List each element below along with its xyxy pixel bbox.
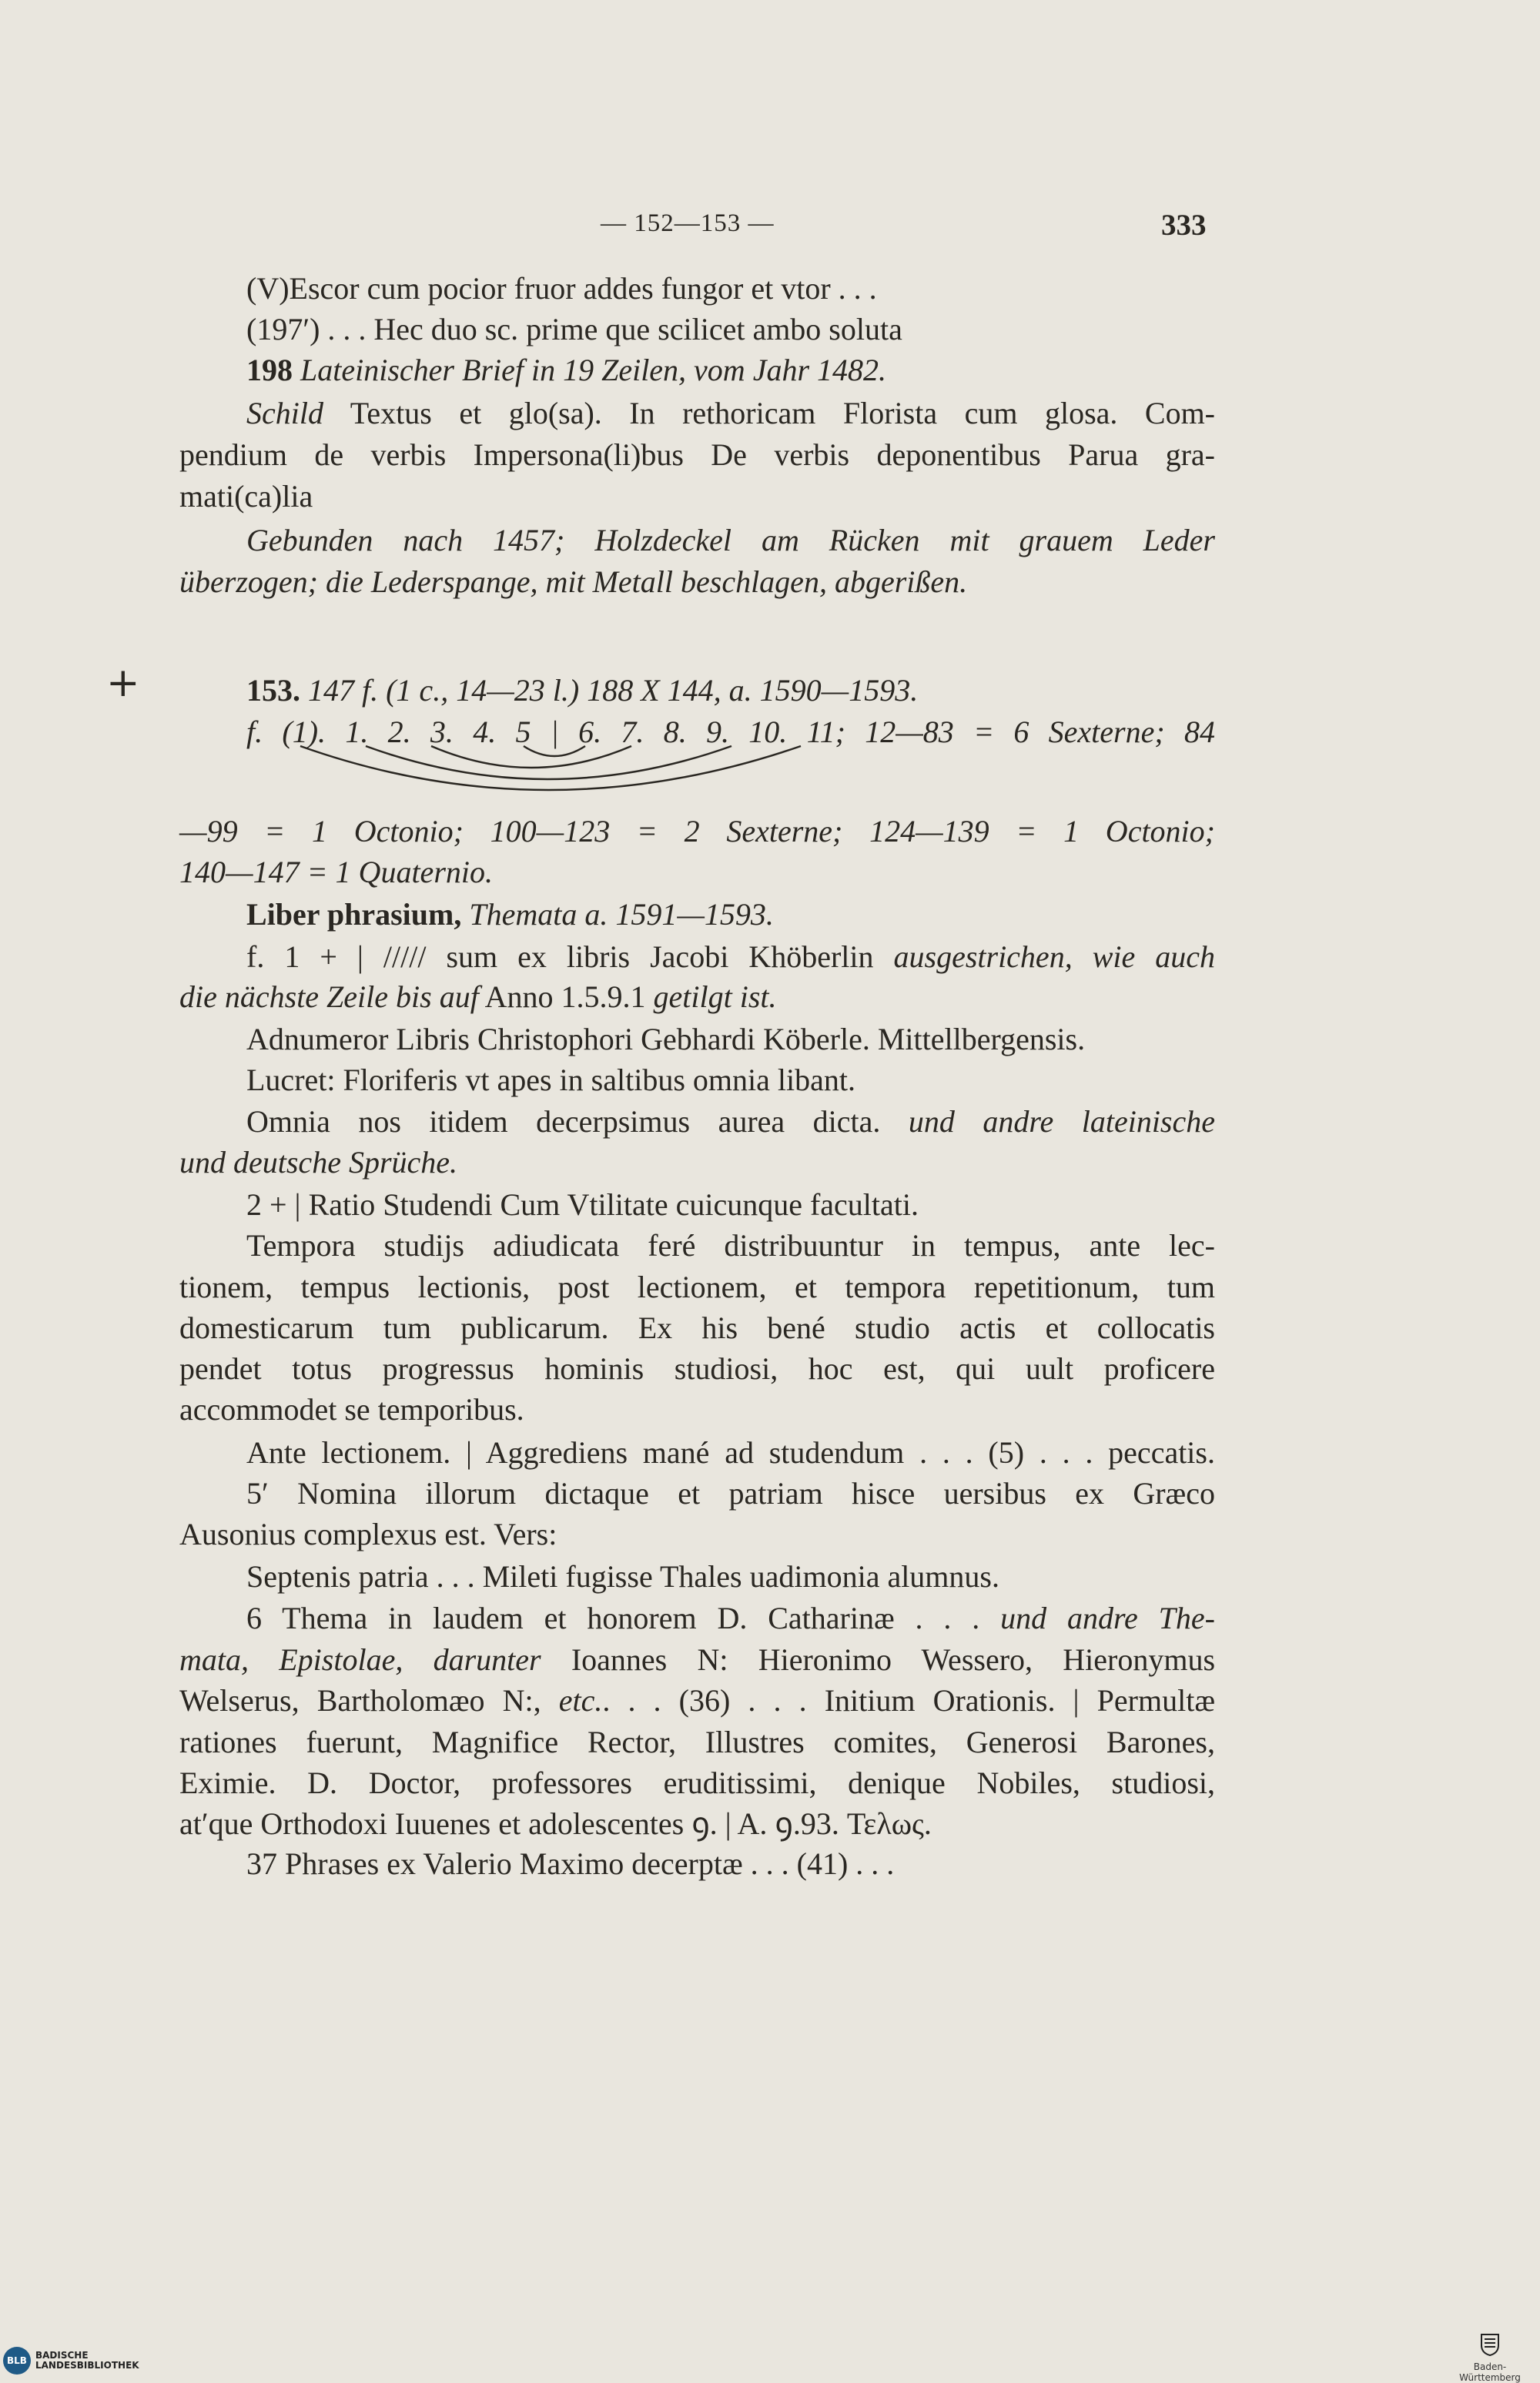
text-span: 6 Thema in laudem et honorem D. Catharinæ . . . (246, 1601, 980, 1635)
text-line: (V)Escor cum pocior fruor addes fungor et vtor . . . (246, 271, 877, 306)
text-span: Anno 1.5.9.1 (484, 979, 646, 1014)
text-line: Septenis patria . . . Mileti fugisse Thales uadimonia alumnus. (246, 1559, 999, 1594)
arc-middle (366, 746, 732, 779)
text-line: at′que Orthodoxi Iuuenes et adolescentes ꝯ. | A. ꝯ.93. Τελως. (179, 1806, 932, 1841)
collation-line: 140—147 = 1 Quaternio. (179, 855, 493, 889)
text-line (179, 1682, 1215, 1720)
text-span: Ioannes N: Hieronimo Wessero, Hieronymus (571, 1642, 1216, 1677)
italic-text: die nächste Zeile bis auf (179, 979, 479, 1014)
state-label: Baden-Württemberg (1459, 2361, 1521, 2383)
arc-innermost (524, 746, 585, 756)
library-name-line: LANDESBIBLIOTHEK (35, 2360, 139, 2371)
text-line: überzogen; die Lederspange, mit Metall beschlagen, abgerißen. (179, 564, 968, 599)
text-line (179, 978, 1215, 1016)
library-name-line: BADISCHE (35, 2350, 89, 2361)
bold-title: Liber phrasium, (246, 897, 462, 932)
italic-text: etc. (558, 1683, 603, 1718)
italic-text: Lateinischer Brief in 19 Zeilen, vom Jahr 1482. (300, 353, 887, 387)
text-line (246, 1103, 1215, 1141)
margin-plus-mark: + (106, 660, 140, 706)
text-line: Ausonius complexus est. Vers: (179, 1517, 557, 1551)
text-span: Welserus, Bartholomæo N:, (179, 1683, 541, 1718)
state-brand (1445, 2333, 1535, 2383)
blb-logo-icon: BLB (3, 2347, 31, 2375)
text-line (246, 394, 1215, 433)
text-line: Eximie. D. Doctor, professores eruditissimi, denique Nobiles, studiosi, (179, 1765, 1215, 1800)
text-line: accommodet se temporibus. (179, 1392, 524, 1427)
text-line: mati(ca)lia (179, 479, 313, 514)
coat-of-arms-icon (1480, 2333, 1500, 2356)
text-span: . . . (36) . . . Initium Orationis. | Permultæ (602, 1683, 1215, 1718)
text-line: Ante lectionem. | Aggrediens mané ad studendum . . . (5) . . . peccatis. (246, 1435, 1215, 1470)
entry-heading-153 (246, 671, 1215, 710)
text-line: (197′) . . . Hec duo sc. prime que scilicet ambo soluta (246, 312, 902, 346)
text-line: und deutsche Sprüche. (179, 1145, 458, 1180)
text-line: Adnumeror Libris Christophori Gebhardi Köberle. Mittellbergensis. (246, 1022, 1086, 1056)
text-line: 2 + | Ratio Studendi Cum Vtilitate cuicunque facultati. (246, 1187, 919, 1222)
quire-arcs-diagram (293, 735, 816, 812)
collation-line: f. (1). 1. 2. 3. 4. 5 | 6. 7. 8. 9. 10. 11; 12—83 = 6 Sexterne; 84 (246, 715, 1215, 749)
text-line (246, 351, 1215, 390)
text-line: 5′ Nomina illorum dictaque et patriam hisce uersibus ex Græco (246, 1476, 1215, 1511)
running-header: — 152—153 — (601, 209, 775, 237)
italic-text: Schild (246, 396, 323, 430)
entry-number: 153. (246, 673, 300, 708)
arc-inner (431, 746, 631, 768)
text-line: tionem, tempus lectionis, post lectionem, et tempora repetitionum, tum (179, 1270, 1215, 1304)
italic-text: ausgestrichen, wie auch (893, 939, 1215, 974)
italic-text: und andre The- (1000, 1601, 1216, 1635)
text-line: pendium de verbis Impersona(li)bus De verbis deponentibus Parua gra- (179, 437, 1215, 472)
text-line (179, 1641, 1215, 1679)
text-line: Gebunden nach 1457; Holzdeckel am Rücken mit grauem Leder (246, 523, 1215, 557)
text-line (246, 1599, 1215, 1638)
text-line: Lucret: Floriferis vt apes in saltibus omnia libant. (246, 1063, 855, 1097)
library-name (35, 2351, 139, 2371)
title-line (246, 895, 1215, 934)
text-line: 37 Phrases ex Valerio Maximo decerptæ . . . (41) . . . (246, 1846, 895, 1881)
collation-line: —99 = 1 Octonio; 100—123 = 2 Sexterne; 124—139 = 1 Octonio; (179, 814, 1215, 848)
text-line: rationes fuerunt, Magnifice Rector, Illustres comites, Generosi Barones, (179, 1725, 1215, 1759)
italic-text: mata, Epistolae, darunter (179, 1642, 541, 1677)
collation-text: 147 f. (1 c., 14—23 l.) 188 X 144, a. 1590—1593. (308, 673, 919, 708)
library-brand (3, 2347, 139, 2375)
entry-number: 198 (246, 353, 293, 387)
text-span: f. 1 + | ///// sum ex libris Jacobi Khöberlin (246, 939, 874, 974)
arc-outer (300, 746, 801, 790)
text-span: Textus et glo(sa). In rethoricam Florista cum glosa. Com- (350, 396, 1215, 430)
text-line: Tempora studijs adiudicata feré distribuuntur in tempus, ante lec- (246, 1228, 1215, 1263)
text-line: pendet totus progressus hominis studiosi, hoc est, qui uult proficere (179, 1351, 1215, 1386)
italic-text: und andre lateinische (908, 1104, 1215, 1139)
italic-text: getilgt ist. (653, 979, 777, 1014)
text-line (246, 938, 1215, 976)
italic-text: Themata a. 1591—1593. (469, 897, 774, 932)
page-number: 333 (1161, 209, 1207, 242)
text-span: Omnia nos itidem decerpsimus aurea dicta. (246, 1104, 881, 1139)
text-line: domesticarum tum publicarum. Ex his bené studio actis et collocatis (179, 1310, 1215, 1345)
